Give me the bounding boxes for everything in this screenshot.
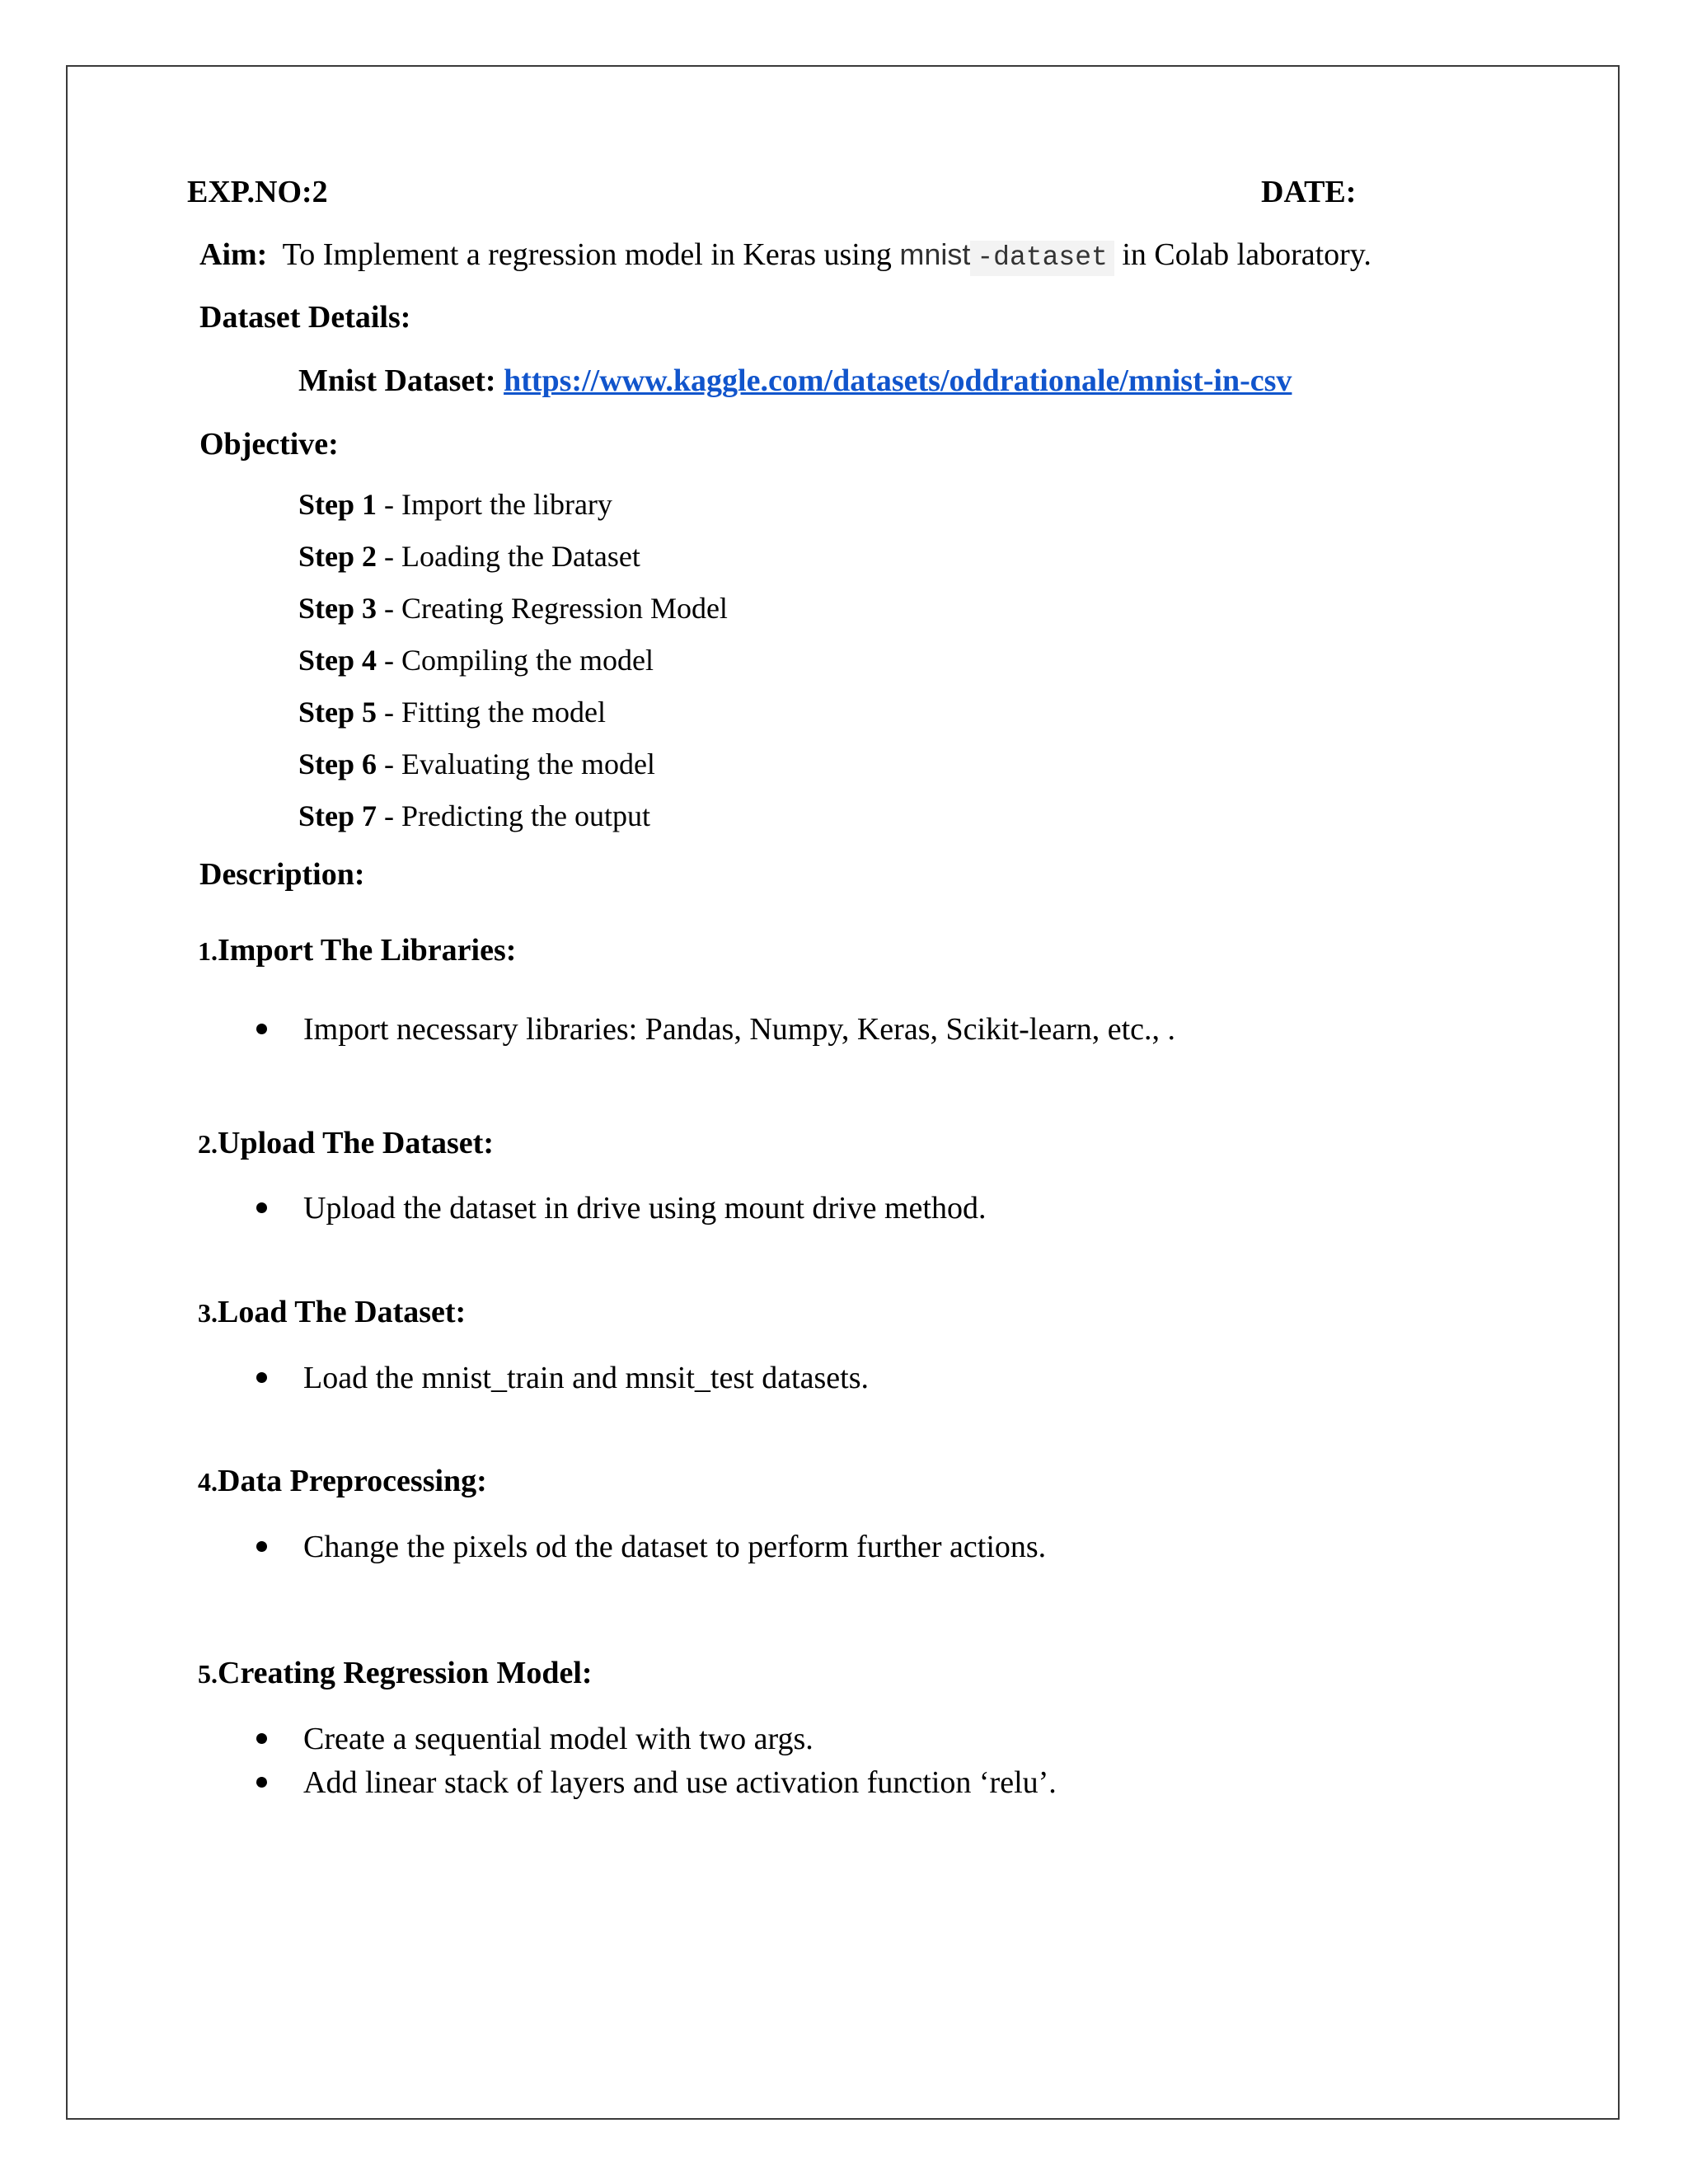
section-title: Creating Regression Model: bbox=[218, 1656, 593, 1690]
date-label: DATE: bbox=[1261, 175, 1357, 209]
section-number: 5. bbox=[198, 1659, 218, 1689]
step-item bbox=[298, 490, 612, 519]
step-text: - Fitting the model bbox=[384, 696, 606, 729]
section-title: Import The Libraries: bbox=[218, 933, 517, 968]
bullet-icon bbox=[256, 1733, 267, 1744]
bullet-icon bbox=[256, 1024, 267, 1034]
section-heading bbox=[198, 1127, 494, 1159]
dataset-line bbox=[298, 365, 1292, 396]
step-item bbox=[298, 593, 728, 623]
step-text: - Loading the Dataset bbox=[384, 540, 640, 573]
section-heading bbox=[198, 1296, 466, 1328]
step-label: Step 1 bbox=[298, 488, 377, 521]
step-label: Step 7 bbox=[298, 799, 377, 832]
aim-term: mnist bbox=[899, 237, 971, 271]
section-number: 2. bbox=[198, 1129, 218, 1159]
step-label: Step 5 bbox=[298, 696, 377, 729]
bullet-text: Create a sequential model with two args. bbox=[303, 1722, 814, 1756]
aim-text-after: in Colab laboratory. bbox=[1122, 237, 1372, 272]
aim-label: Aim: bbox=[199, 237, 268, 272]
bullet-icon bbox=[256, 1541, 267, 1552]
bullet-text: Load the mnist_train and mnsit_test datasets. bbox=[303, 1361, 869, 1395]
step-item bbox=[298, 645, 654, 675]
dataset-heading: Dataset Details: bbox=[199, 300, 411, 335]
step-label: Step 2 bbox=[298, 540, 377, 573]
bullet-icon bbox=[256, 1372, 267, 1383]
section-title: Load The Dataset: bbox=[218, 1295, 467, 1329]
step-item bbox=[298, 697, 606, 727]
step-item bbox=[298, 801, 650, 831]
step-item bbox=[298, 541, 640, 571]
aim-line bbox=[199, 239, 1372, 271]
objective-heading: Objective: bbox=[199, 427, 339, 462]
step-label: Step 4 bbox=[298, 644, 377, 677]
section-heading bbox=[198, 1657, 593, 1689]
section-number: 3. bbox=[198, 1298, 218, 1328]
step-item bbox=[298, 749, 655, 779]
section-heading bbox=[198, 1465, 487, 1497]
aim-text-before: To Implement a regression model in Keras using bbox=[282, 237, 892, 272]
dataset-label: Mnist Dataset: bbox=[298, 363, 496, 398]
step-text: - Predicting the output bbox=[384, 799, 650, 832]
dataset-link[interactable]: https://www.kaggle.com/datasets/oddrationale/mnist-in-csv bbox=[504, 363, 1292, 398]
experiment-number: EXP.NO:2 bbox=[187, 175, 328, 209]
bullet-text: Change the pixels od the dataset to perform further actions. bbox=[303, 1530, 1047, 1564]
step-label: Step 6 bbox=[298, 748, 377, 780]
section-title: Data Preprocessing: bbox=[218, 1464, 487, 1498]
step-text: - Import the library bbox=[384, 488, 612, 521]
step-text: - Evaluating the model bbox=[384, 748, 655, 780]
step-text: - Compiling the model bbox=[384, 644, 654, 677]
step-text: - Creating Regression Model bbox=[384, 592, 728, 625]
step-label: Step 3 bbox=[298, 592, 377, 625]
bullet-text: Add linear stack of layers and use activation function ‘relu’. bbox=[303, 1765, 1057, 1800]
bullet-text: Import necessary libraries: Pandas, Numpy, Keras, Scikit-learn, etc., . bbox=[303, 1012, 1176, 1047]
description-heading: Description: bbox=[199, 857, 365, 892]
bullet-icon bbox=[256, 1777, 267, 1788]
section-title: Upload The Dataset: bbox=[218, 1126, 494, 1160]
section-number: 4. bbox=[198, 1467, 218, 1497]
section-heading bbox=[198, 935, 516, 966]
bullet-icon bbox=[256, 1202, 267, 1213]
aim-code: -dataset bbox=[970, 241, 1114, 276]
bullet-text: Upload the dataset in drive using mount drive method. bbox=[303, 1191, 987, 1226]
section-number: 1. bbox=[198, 936, 218, 966]
